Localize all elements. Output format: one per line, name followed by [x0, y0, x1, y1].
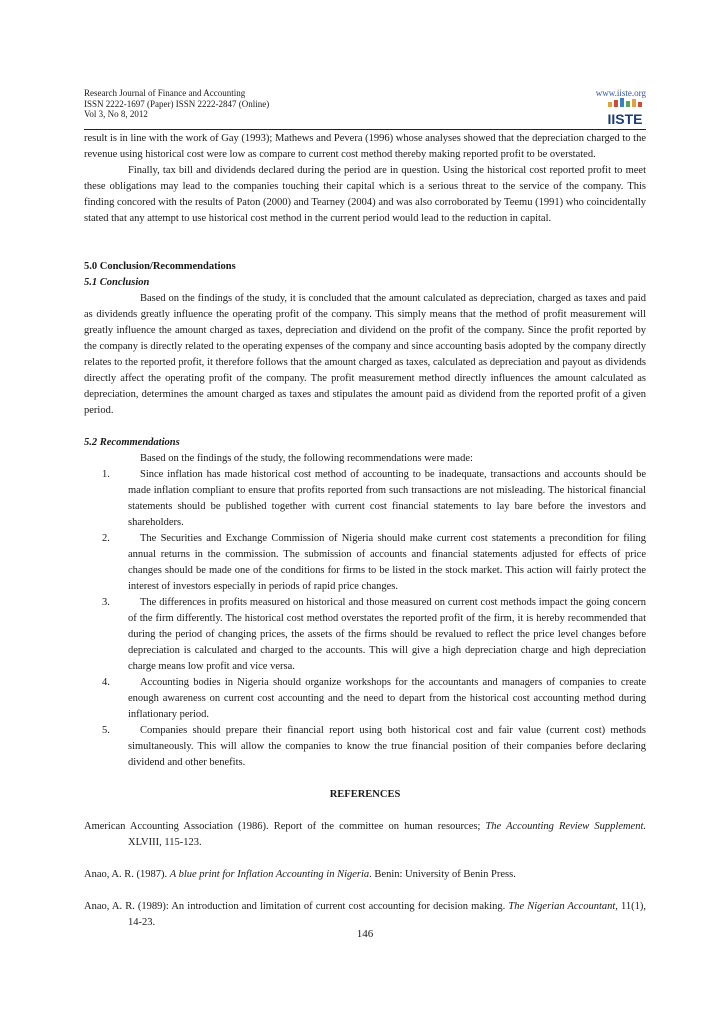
list-item: 3. The differences in profits measured on historical and those measured on current cost methods impact the going concern of the firm differently. The historical cost method overstates the reported profit of the firm, it is hereby recommended that during the period of changing prices, the assets of the firms should be revalued to reflect the price level changes before depreciation is calculated and charged to the accounts. This will give a high depreciation charge and high depreciation charge means low profit and vice versa.: [102, 597, 646, 672]
list-item: 5. Companies should prepare their financial report using both historical cost and fair value (current cost) methods simultaneously. This will allow the companies to know the true financial position of their companies before declaring dividend and other benefits.: [102, 725, 646, 768]
subsection-heading-recommendations: 5.2 Recommendations: [84, 437, 180, 448]
list-item: 2. The Securities and Exchange Commission of Nigeria should make current cost statements a precondition for filing annual returns in the commission. The submission of accounts and financial statements adjusted for effects of price changes should be made one of the conditions for firms to be listed in the stock market. This action will fairly protect the interest of investors especially in periods of rapid price changes.: [102, 533, 646, 592]
journal-volume: Vol 3, No 8, 2012: [84, 109, 148, 120]
journal-title: Research Journal of Finance and Accounting: [84, 88, 246, 98]
recommendations-intro: Based on the findings of the study, the following recommendations were made:: [140, 453, 473, 464]
list-item: 4. Accounting bodies in Nigeria should organize workshops for the accountants and managers of companies to create enough awareness on current cost accounting and the need to depart from the historical cost accounting method during inflationary period.: [102, 677, 646, 720]
reference-item: Anao, A. R. (1989): An introduction and limitation of current cost accounting for decision making. The Nigerian Accountant, 11(1), 14-23.: [84, 901, 647, 928]
page-body: [84, 131, 646, 931]
conclusion-paragraph: Based on the findings of the study, it is concluded that the amount calculated as depreciation, charged as taxes and paid as dividends greatly influence the operating profit of the company. This simply means that the method of profit measurement will greatly influence the amount charged as taxes, depreciation and dividend on the profit of the company. Since the profit reported by the company is directly related to the operating expenses of the company and since accounting basis adopted by the company directly relates to the reported profit, it therefore follows that the amount charged as taxes, calculated as depreciation and payout as dividends directly affect the operating profit of the company. The profit measurement method directly influences the amount calculated as depreciation, determines the amount charged as taxes and stipulates the amount paid as dividend from the reported profit of a given period.: [84, 293, 646, 416]
recommendations-list: [84, 467, 646, 771]
subsection-heading-conclusion: 5.1 Conclusion: [84, 277, 150, 288]
page-number: 146: [356, 928, 374, 940]
references-heading: REFERENCES: [329, 789, 401, 800]
journal-issn: ISSN 2222-1697 (Paper) ISSN 2222-2847 (Online): [84, 98, 270, 109]
svg-text:IISTE: IISTE: [607, 111, 643, 127]
intro-paragraph-1: result is in line with the work of Gay (1993); Mathews and Pevera (1996) whose analyses showed that the depreciation charged to the revenue using historical cost were low as compare to current cost method thereby making reported profit to be overstated.: [84, 133, 646, 160]
journal-url-link[interactable]: www.iiste.org: [595, 88, 646, 98]
page-header: [84, 88, 646, 128]
header-divider: [84, 129, 646, 130]
iiste-logo: [604, 96, 646, 130]
reference-item: American Accounting Association (1986). Report of the committee on human resources; The Accounting Review Supplement. XLVIII, 115-123.: [84, 821, 647, 848]
section-heading-conclusion-recommendations: 5.0 Conclusion/Recommendations: [84, 261, 236, 272]
intro-paragraph-2: Finally, tax bill and dividends declared during the period are in question. Using the historical cost reported profit to meet these obligations may lead to the companies touching their capital which is a serious threat to the service of the company. This finding concored with the results of Paton (2000) and Tearney (2004) and was also corroborated by Teemu (1991) who coincidentally stated that any attempt to use historical cost method in the current period would lead to the reduction in capital.: [84, 165, 646, 224]
reference-item: Anao, A. R. (1987). A blue print for Inflation Accounting in Nigeria. Benin: University of Benin Press.: [84, 869, 516, 880]
list-item: 1. Since inflation has made historical cost method of accounting to be inadequate, transactions and accounts should be made inflation compliant to ensure that profits reported from such transactions are not misleading. The historical financial statements should be published together with current cost financial statements to lay bare before the investors and shareholders.: [102, 469, 646, 528]
